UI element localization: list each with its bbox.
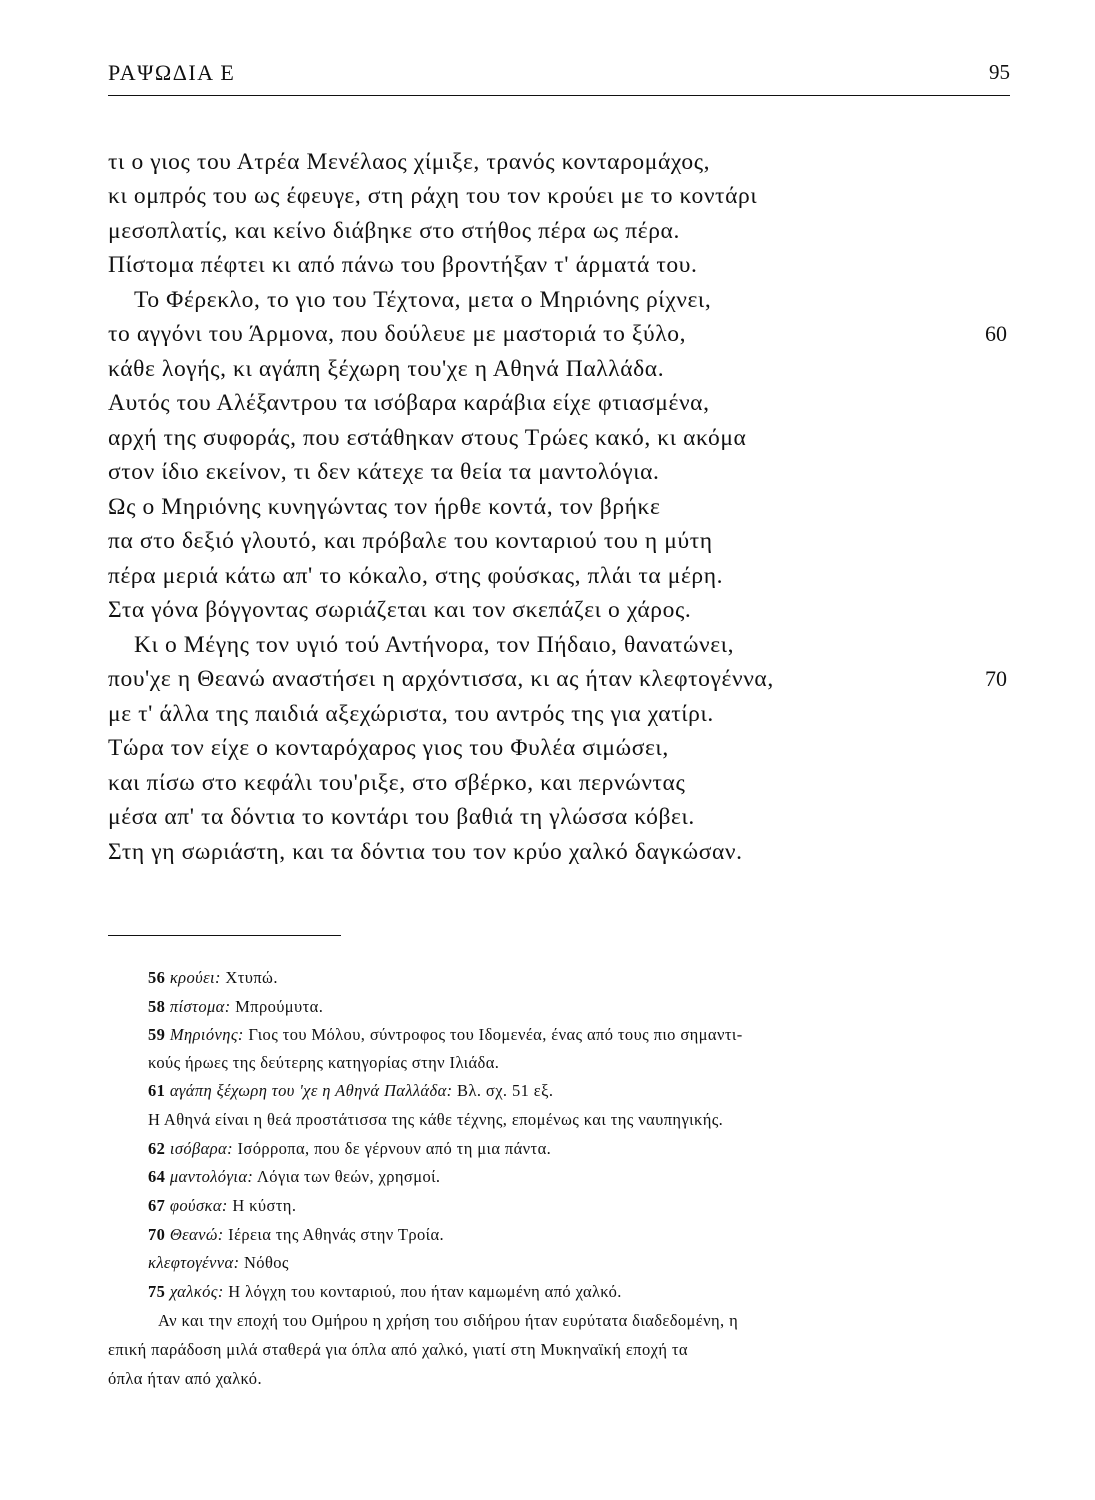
verse-line: πέρα μεριά κάτω απ' το κόκαλο, στης φούσκας, πλάι τα μέρη. — [108, 563, 724, 589]
footnote-text: Βλ. σχ. 51 εξ. — [452, 1081, 554, 1100]
footnote — [148, 968, 1008, 988]
footnote — [148, 1025, 1008, 1045]
footnote-text: κούς ήρωες της δεύτερης κατηγορίας στην Ιλιάδα. — [148, 1053, 500, 1072]
footnote-number: 67 — [148, 1196, 166, 1215]
page-number: 95 — [989, 60, 1010, 84]
footnote — [148, 1053, 1008, 1073]
line-number: 60 — [985, 321, 1007, 346]
footnote — [148, 1081, 1008, 1101]
footnote-number: 56 — [148, 968, 166, 987]
footnote-number: 58 — [148, 997, 166, 1016]
footnote-text: Η κύστη. — [227, 1196, 297, 1215]
closing-note-line: όπλα ήταν από χαλκό. — [108, 1369, 262, 1388]
footnote-term: ισόβαρα: — [169, 1139, 233, 1158]
footnote-term: κρούει: — [169, 968, 221, 987]
verse-line: μεσοπλατίς, και κείνο διάβηκε στο στήθος πέρα ως πέρα. — [108, 218, 680, 244]
verse-line: Κι ο Μέγης τον υγιό τού Αντήνορα, τον Πήδαιο, θανατώνει, — [134, 632, 735, 658]
footnote-term: φούσκα: — [169, 1196, 228, 1215]
verse-line: στον ίδιο εκείνον, τι δεν κάτεχε τα θεία τα μαντολόγια. — [108, 459, 660, 485]
footnote-text: Ιέρεια της Αθηνάς στην Τροία. — [223, 1225, 445, 1244]
footnote — [148, 1139, 1008, 1159]
verse-line: μέσα απ' τα δόντια το κοντάρι του βαθιά τη γλώσσα κόβει. — [108, 804, 695, 830]
footnote-term: χαλκός: — [169, 1282, 224, 1301]
footnote-number: 59 — [148, 1025, 166, 1044]
footnote-term: αγάπη ξέχωρη του 'χε η Αθηνά Παλλάδα: — [169, 1081, 453, 1100]
closing-note-line: επική παράδοση μιλά σταθερά για όπλα από χαλκό, γιατί στη Μυκηναϊκή εποχή τα — [108, 1340, 688, 1359]
footnote — [148, 1196, 1008, 1216]
verse-line: με τ' άλλα της παιδιά αξεχώριστα, του αντρός της για χατίρι. — [108, 701, 714, 727]
footnote-term: μαντολόγια: — [169, 1167, 254, 1186]
verse-line: Στα γόνα βόγγοντας σωριάζεται και τον σκεπάζει ο χάρος. — [108, 597, 692, 623]
footnote-text: Λόγια των θεών, χρησμοί. — [253, 1167, 441, 1186]
verse-line: Πίστομα πέφτει κι από πάνω του βροντήξαν τ' άρματά του. — [108, 252, 698, 278]
footnote — [148, 1225, 1008, 1245]
verse-line: τι ο γιος του Ατρέα Μενέλαος χίμιξε, τρανός κονταρομάχος, — [108, 149, 711, 175]
footnote — [148, 1282, 1008, 1302]
footnote — [148, 1167, 1008, 1187]
footnote — [148, 997, 1008, 1017]
verse-line: κάθε λογής, κι αγάπη ξέχωρη του'χε η Αθηνά Παλλάδα. — [108, 356, 665, 382]
running-title: ΡΑΨΩΔΙΑ Ε — [108, 60, 236, 85]
verse-line: το αγγόνι του Άρμονα, που δούλευε με μαστοριά το ξύλο, 60 — [108, 321, 1007, 347]
footnote-term: Θεανώ: — [169, 1225, 224, 1244]
footnote-text: Ισόρροπα, που δε γέρνουν από τη μια πάντα. — [232, 1139, 552, 1158]
page-header — [108, 60, 1010, 94]
footnote-text: Η λόγχη του κονταριού, που ήταν καμωμένη από χαλκό. — [223, 1282, 622, 1301]
footnote-number: 70 — [148, 1225, 166, 1244]
footnote-text: Νόθος — [239, 1253, 289, 1272]
header-rule — [108, 95, 1010, 96]
verse-line: που'χε η Θεανώ αναστήσει η αρχόντισσα, κι ας ήταν κλεφτογέννα, 70 — [108, 666, 1007, 692]
verse-line: αρχή της συφοράς, που εστάθηκαν στους Τρώες κακό, κι ακόμα — [108, 425, 747, 451]
footnote-number: 64 — [148, 1167, 166, 1186]
verse-line: πα στο δεξιό γλουτό, και πρόβαλε του κονταριού του η μύτη — [108, 528, 713, 554]
line-number: 70 — [985, 666, 1007, 691]
verse-line: Στη γη σωριάστη, και τα δόντια του τον κρύο χαλκό δαγκώσαν. — [108, 839, 743, 865]
footnote-number: 61 — [148, 1081, 166, 1100]
verse-line: κι ομπρός του ως έφευγε, στη ράχη του τον κρούει με το κοντάρι — [108, 183, 758, 209]
verse-line: και πίσω στο κεφάλι του'ριξε, στο σβέρκο, και περνώντας — [108, 770, 686, 796]
footnote-term: Μηριόνης: — [169, 1025, 244, 1044]
footnote-text: Η Αθηνά είναι η θεά προστάτισσα της κάθε τέχνης, επομένως και της ναυπηγικής. — [148, 1110, 724, 1129]
footnote — [148, 1253, 1008, 1273]
verse-line: Το Φέρεκλο, το γιο του Τέχτονα, μετα ο Μηριόνης ρίχνει, — [134, 287, 712, 313]
closing-note-line: Αν και την εποχή του Ομήρου η χρήση του σιδήρου ήταν ευρύτατα διαδεδομένη, η — [158, 1311, 739, 1330]
footnote-text: Γιος του Μόλου, σύντροφος του Ιδομενέα, ένας από τους πιο σημαντι- — [243, 1025, 743, 1044]
footnote-text: Χτυπώ. — [220, 968, 278, 987]
footnote-number: 75 — [148, 1282, 166, 1301]
footnote-term: πίστομα: — [169, 997, 231, 1016]
verse-line: Τώρα τον είχε ο κονταρόχαρος γιος του Φυλέα σιμώσει, — [108, 735, 669, 761]
footnote-term: κλεφτογέννα: — [148, 1253, 240, 1272]
verse-line: Αυτός του Αλέξαντρου τα ισόβαρα καράβια είχε φτιασμένα, — [108, 390, 710, 416]
verse-line: Ως ο Μηριόνης κυνηγώντας τον ήρθε κοντά, τον βρήκε — [108, 494, 661, 520]
footnote-separator — [108, 935, 341, 936]
footnote — [148, 1110, 1008, 1130]
footnote-number: 62 — [148, 1139, 166, 1158]
footnote-text: Μπρούμυτα. — [230, 997, 324, 1016]
